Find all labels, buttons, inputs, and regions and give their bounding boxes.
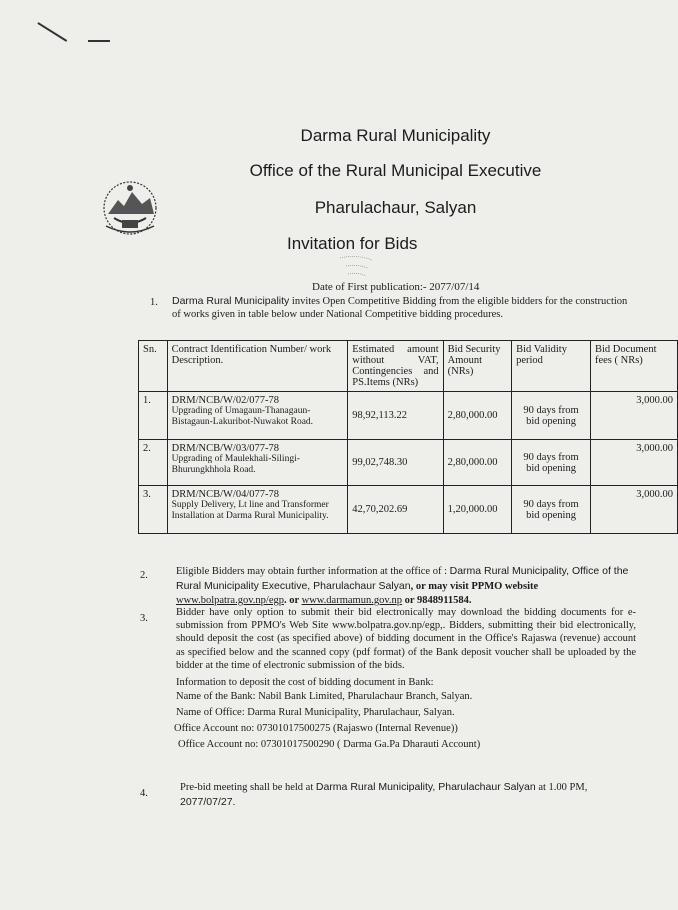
col-validity: Bid Validity period: [512, 341, 591, 392]
para-number: 3.: [140, 613, 148, 624]
row-desc: [167, 392, 348, 440]
para-2-mid: , or may visit PPMO website: [410, 581, 539, 592]
bolpatra-link[interactable]: www.bolpatra.gov.np/egp: [176, 595, 284, 606]
para-1: [172, 295, 632, 321]
org-ref: Darma Rural Municipality: [172, 295, 290, 307]
row-validity: 90 days from bid opening: [512, 440, 591, 486]
meeting-place: Darma Rural Municipality, Pharulachaur Salyan: [315, 781, 536, 793]
work-description: Upgrading of Maulekhali-Silingi-Bhurungkhhola Road.: [171, 454, 300, 475]
col-desc: Contract Identification Number/ work Description.: [167, 341, 348, 392]
row-sn: 1.: [139, 392, 168, 440]
contract-id: DRM/NCB/W/02/077-78: [171, 395, 279, 406]
publication-date: Date of First publication:- 2077/07/14: [312, 281, 480, 293]
row-security: 2,80,000.00: [443, 440, 511, 486]
col-fee: Bid Document fees ( NRs): [590, 341, 677, 392]
col-sn: Sn.: [139, 341, 168, 392]
para-number: 4.: [140, 788, 148, 799]
row-validity: 90 days from bid opening: [512, 486, 591, 534]
page-title: Invitation for Bids: [287, 234, 418, 253]
bank-name: Name of the Bank: Nabil Bank Limited, Pharulachaur Branch, Salyan.: [176, 691, 473, 702]
col-security: Bid Security Amount (NRs): [443, 341, 511, 392]
pen-mark: [88, 40, 110, 42]
stamp-mark: [338, 252, 374, 280]
row-desc: [167, 486, 348, 534]
meeting-date: 2077/07/27.: [180, 796, 236, 808]
darmamun-link[interactable]: www.darmamun.gov.np: [301, 595, 403, 606]
work-description: Supply Delivery, Lt line and Transformer Installation at Darma Rural Municipality.: [171, 500, 329, 521]
row-fee: 3,000.00: [590, 440, 677, 486]
org-name: Darma Rural Municipality: [300, 126, 491, 145]
table-row: [139, 440, 678, 486]
phone-number: or 9848911584.: [402, 595, 472, 606]
row-amount: 98,92,113.22: [348, 392, 443, 440]
para-2: [176, 564, 636, 608]
para-4: [180, 780, 650, 810]
row-sn: 3.: [139, 486, 168, 534]
para-number: 2.: [140, 570, 148, 581]
para-1-text: invites Open Competitive Bidding from the eligible bidders for the construction of works given in table below under National Competitive bidding procedures.: [172, 296, 628, 320]
meeting-time: at 1.00 PM,: [535, 782, 588, 793]
account-2: Office Account no: 07301017500290 ( Darma Ga.Pa Dharauti Account): [178, 739, 481, 750]
para-2-or: . or: [284, 595, 302, 606]
table-row: [139, 392, 678, 440]
row-validity: 90 days from bid opening: [512, 392, 591, 440]
para-number: 1.: [150, 297, 158, 308]
row-fee: 3,000.00: [590, 392, 677, 440]
bank-info-heading: Information to deposit the cost of bidding document in Bank:: [176, 677, 434, 688]
account-1: Office Account no: 07301017500275 (Rajaswo (Internal Revenue)): [174, 723, 458, 734]
row-desc: [167, 440, 348, 486]
pen-mark: [38, 22, 68, 41]
bids-table: [138, 340, 678, 534]
office-ref: Darma Rural Municipality, Office of the Rural Municipality Executive, Pharulachaur Salyan: [176, 565, 629, 592]
para-4-lead: Pre-bid meeting shall be held at: [180, 782, 316, 793]
table-row: [139, 486, 678, 534]
col-amount: Estimated amount without VAT, Contingencies and PS.Items (NRs): [348, 341, 443, 392]
para-3: Bidder have only option to submit their bid electronically may download the bidding documents for e-submission from PPMO's Web Site www.bolpatra.gov.np/egp,. Bidders, submitting their bid electronically, should deposit the cost (as specified above) of bidding document in the Office's Rajaswa (revenue) account as specified below and the scanned copy (pdf format) of the Bank deposit voucher shall be uploaded by the bidder at the time of electronic submission of the bids.: [176, 607, 636, 671]
table-header-row: [139, 341, 678, 392]
office-name-line: Name of Office: Darma Rural Municipality, Pharulachaur, Salyan.: [176, 707, 455, 718]
contract-id: DRM/NCB/W/04/077-78: [171, 489, 279, 500]
row-sn: 2.: [139, 440, 168, 486]
para-2-lead: Eligible Bidders may obtain further information at the office of :: [176, 566, 450, 577]
row-fee: 3,000.00: [590, 486, 677, 534]
row-security: 1,20,000.00: [443, 486, 511, 534]
location: Pharulachaur, Salyan: [314, 198, 477, 217]
contract-id: DRM/NCB/W/03/077-78: [171, 443, 279, 454]
row-security: 2,80,000.00: [443, 392, 511, 440]
office-name: Office of the Rural Municipal Executive: [249, 161, 542, 180]
work-description: Upgrading of Umagaun-Thanagaun-Bistagaun-Lakuribot-Nuwakot Road.: [171, 406, 314, 427]
row-amount: 42,70,202.69: [348, 486, 443, 534]
row-amount: 99,02,748.30: [348, 440, 443, 486]
